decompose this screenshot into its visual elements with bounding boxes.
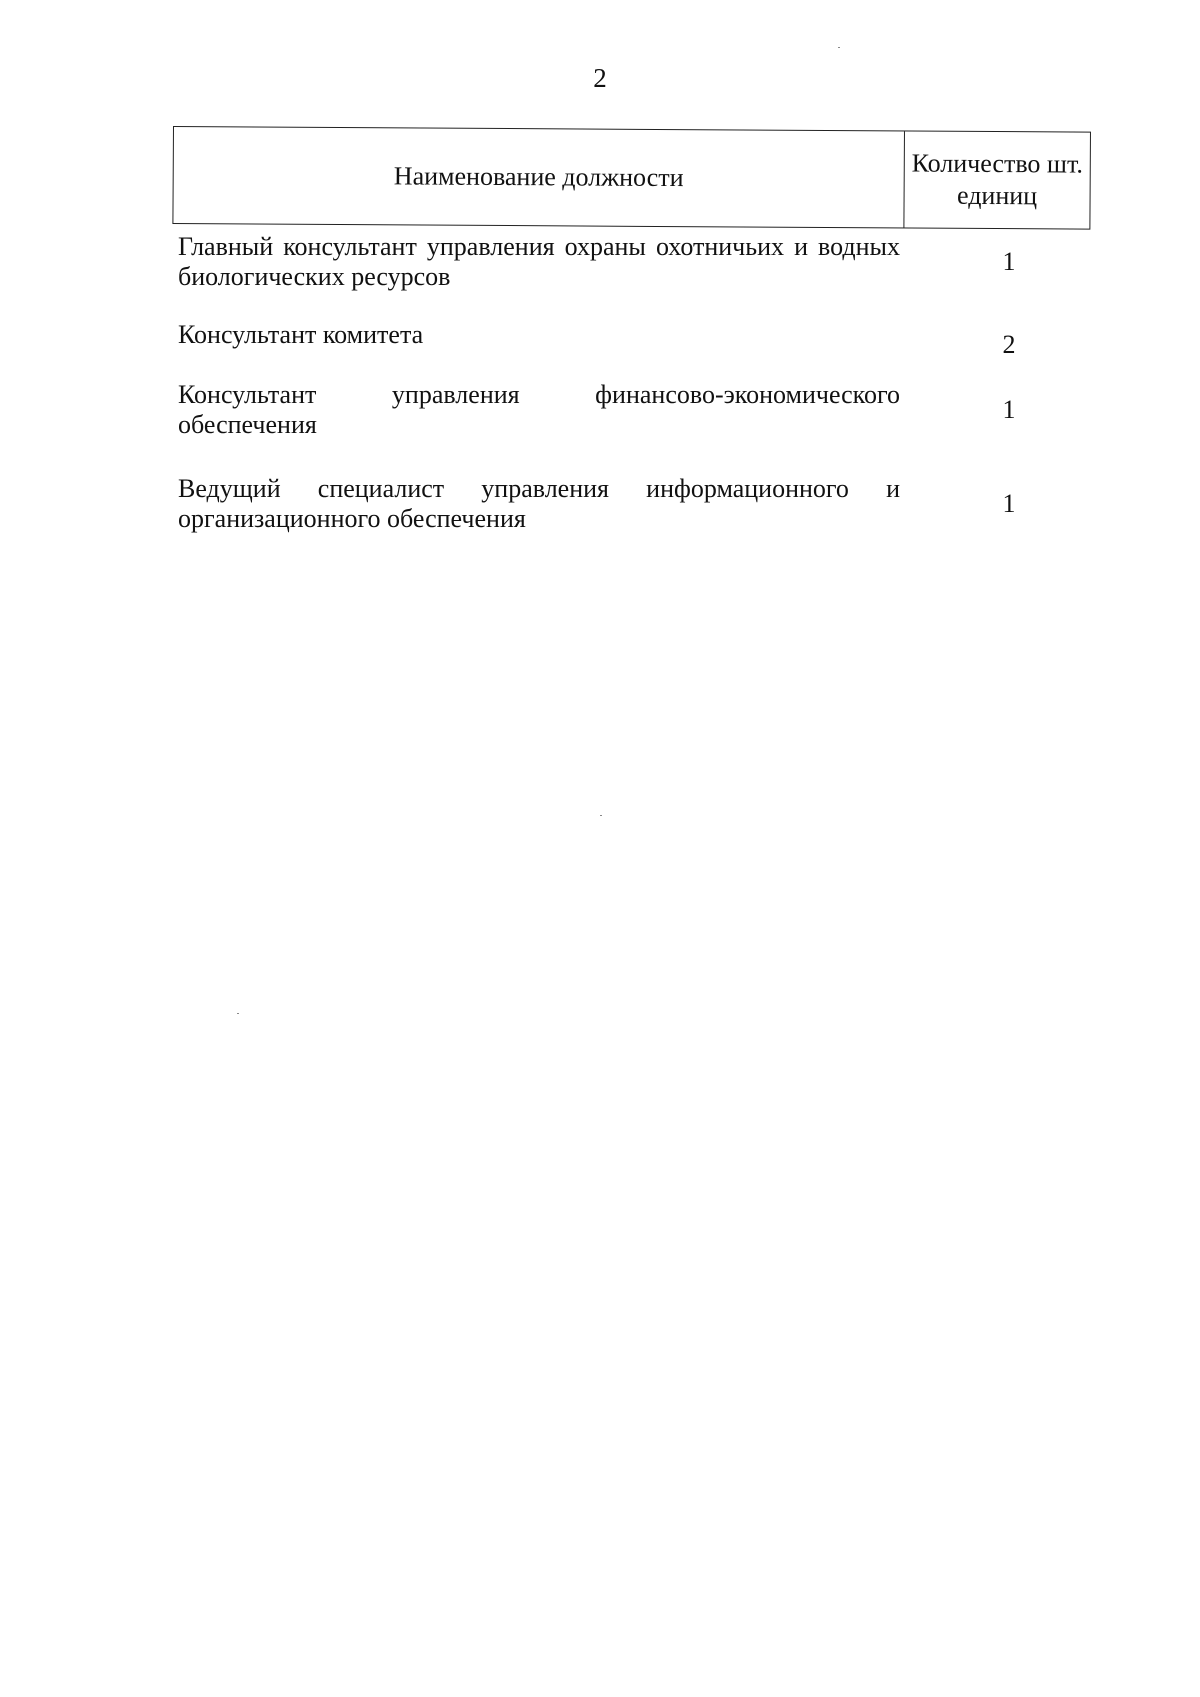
header-quantity: Количество шт. единиц [911, 148, 1084, 211]
table-body [178, 232, 1088, 534]
scan-speck [600, 815, 602, 816]
page-number: 2 [593, 63, 607, 93]
table-header [172, 126, 1091, 230]
scan-speck [237, 1013, 239, 1014]
table-row [178, 474, 1088, 534]
row-quantity: 2 [1002, 330, 1016, 359]
header-position-name: Наименование должности [173, 127, 905, 227]
table-row [178, 232, 1088, 292]
row-position-name: Главный консультант управления охраны охотничьих и водных биологических ресурсов [178, 232, 900, 291]
row-position-name: Консультант управления финансово-экономического обеспечения [178, 380, 900, 439]
scan-speck [838, 47, 840, 48]
row-quantity: 1 [1002, 395, 1016, 424]
row-quantity: 1 [1002, 247, 1016, 276]
row-position-name: Консультант комитета [178, 320, 424, 349]
row-quantity: 1 [1002, 489, 1016, 518]
row-position-name: Ведущий специалист управления информационного и организационного обеспечения [178, 474, 900, 533]
table-row [178, 380, 1088, 440]
table-row [178, 320, 1088, 359]
